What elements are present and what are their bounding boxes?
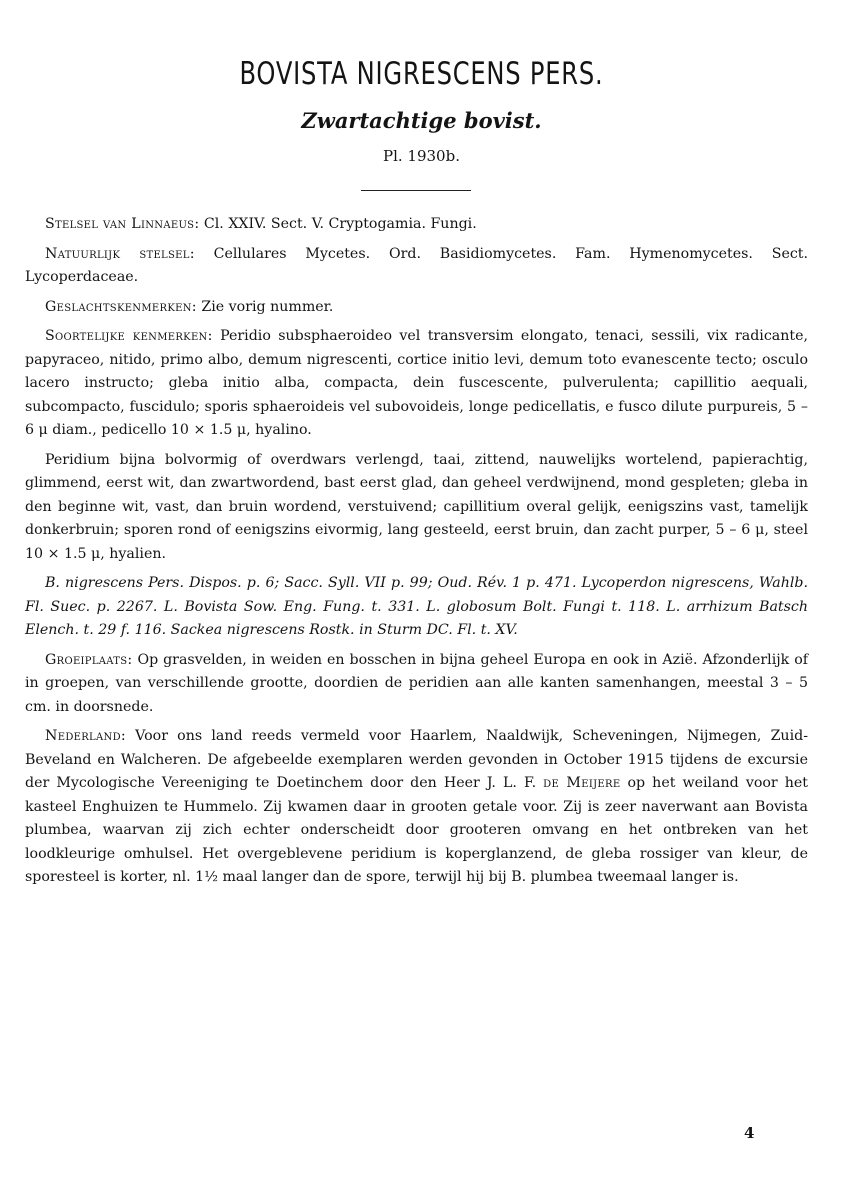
title-divider [361, 190, 471, 191]
habitat-paragraph [25, 649, 808, 720]
dutch-description-paragraph: Peridium bijna bolvormig of overdwars verlengd, taai, zittend, nauwelijks wortelend, papierachtig, glimmend, eerst wit, dan zwartwordend, bast eerst glad, dan geheel verdwijnend, mond gespleten; gleba in den beginne wit, vast, dan bruin wordend, verstuivend; capillitium overal gelijk, eenigszins vast, tamelijk donkerbruin; sporen rond of eenigszins eivormig, lang gesteeld, eerst bruin, dan zacht purper, 5 – 6 μ, steel 10 × 1.5 μ, hyalien. [25, 451, 808, 562]
linnaeus-paragraph [25, 213, 808, 237]
linnaeus-text: Cl. XXIV. Sect. V. Cryptogamia. Fungi. [199, 216, 477, 232]
page-number: 4 [744, 1124, 755, 1142]
linnaeus-label: Stelsel van Linnaeus: [45, 216, 200, 232]
genus-paragraph [25, 296, 808, 320]
habitat-text: Op grasvelden, in weiden en bosschen in bijna geheel Europa en ook in Azië. Afzonderlijk of in groepen, van verschillende grootte, doordien de peridien aan alle kanten samenhangen, meestal 3 – 5 cm. in doorsnede. [25, 651, 808, 715]
netherlands-text-after: op het weiland voor het kasteel Enghuizen te Hummelo. Zij kwamen daar in grooten getale voor. Zij is zeer naverwant aan Bovista plumbea, waarvan zij zich echter onderscheidt door grooteren omvang en het ontbreken van het loodkleurige omhulsel. Het overgeblevene peridium is koperglanzend, de gleba rossiger van kleur, de sporesteel is korter, nl. 1½ maal langer dan de spore, terwijl hij bij B. plumbea tweemaal langer is. [25, 775, 808, 885]
genus-text: Zie vorig nummer. [196, 298, 334, 315]
plate-reference: Pl. 1930b. [383, 147, 460, 165]
natural-system-paragraph [25, 243, 808, 290]
article-body [25, 213, 808, 896]
species-label: Soortelijke kenmerken: [45, 328, 213, 344]
netherlands-text-before: Voor ons land reeds vermeld voor Haarlem, Naaldwijk, Scheveningen, Nijmegen, Zuid-Beveland en Walcheren. De afgebeelde exemplaren werden gevonden in October 1915 tijdens de excursie der Mycologische Vereeniging te Doetinchem door den Heer J. L. F. [25, 728, 808, 791]
habitat-label: Groeiplaats: [45, 651, 133, 668]
page-subtitle: Zwartachtige bovist. [301, 108, 542, 133]
netherlands-label: Nederland: [45, 728, 126, 744]
species-text: Peridio subsphaeroideo vel transversim elongato, tenaci, sessili, vix radicante, papyraceo, nitido, primo albo, demum nigrescenti, cortice initio levi, demum toto evanescente tecto; osculo lacero instructo; gleba initio alba, compacta, dein fuscescente, pulverulenta; capillitio aequali, subcompacto, fuscidulo; sporis sphaeroideis vel subovoideis, longe pedicellatis, e fusco dilute purpureis, 5 – 6 μ diam., pedicello 10 × 1.5 μ, hyalino. [25, 328, 808, 438]
species-paragraph [25, 325, 808, 443]
collector-name: de Meijere [543, 775, 621, 791]
genus-label: Geslachtskenmerken: [45, 298, 197, 315]
netherlands-paragraph [25, 725, 808, 890]
natural-system-text: Cellulares Mycetes. Ord. Basidiomycetes. Fam. Hymenomycetes. Sect. Lycoperdaceae. [25, 245, 808, 285]
synonyms-paragraph: B. nigrescens Pers. Dispos. p. 6; Sacc. Syll. VII p. 99; Oud. Rév. 1 p. 471. Lycoperdon nigrescens, Wahlb. Fl. Suec. p. 2267. L. Bovista Sow. Eng. Fung. t. 331. L. globosum Bolt. Fungi t. 118. L. arrhizum Batsch Elench. t. 29 f. 116. Sackea nigrescens Rostk. in Sturm DC. Fl. t. XV. [25, 575, 808, 638]
page-title: BOVISTA NIGRESCENS PERS. [239, 56, 604, 92]
natural-system-label: Natuurlijk stelsel: [45, 245, 195, 262]
